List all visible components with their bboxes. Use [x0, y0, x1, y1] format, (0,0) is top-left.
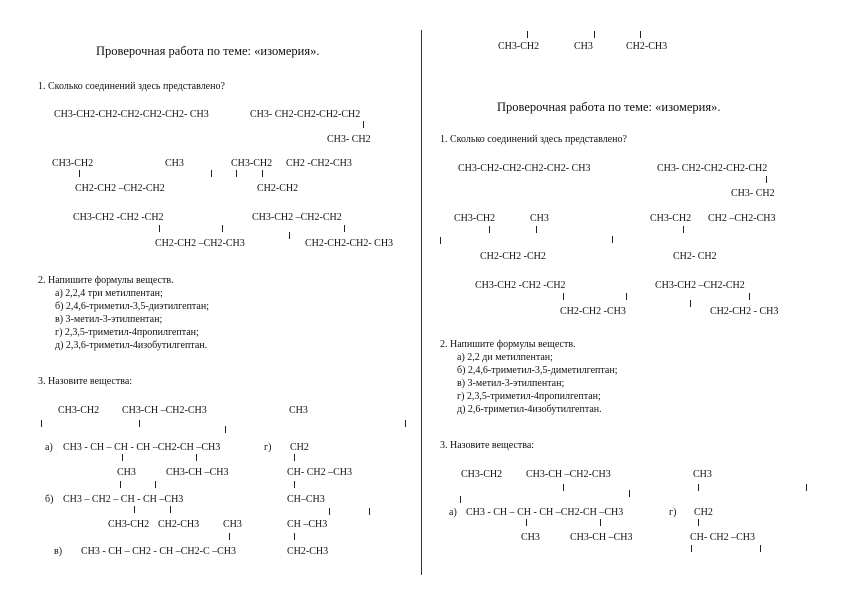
left-q3a-top-1: CH3-CH2 [58, 405, 100, 416]
left-q3b-bottom-1: CH3-CH2 [108, 519, 150, 530]
left-bond-tick [294, 533, 295, 540]
right-bond-tick [526, 519, 527, 526]
left-q3a-bottom-1: CH3 [117, 467, 136, 478]
left-q3a-bottom-2: CH3-CH –CH3 [166, 467, 229, 478]
left-q3a-label: а) [45, 442, 53, 453]
right-q3a-top-2: CH3-CH –CH2-CH3 [526, 469, 611, 480]
left-q2-item: д) 2,3,6-триметил-4изобутилгептан. [55, 340, 208, 351]
right-bond-tick [489, 226, 490, 233]
right-q3g-label: г) [669, 507, 677, 518]
left-bond-tick [139, 420, 140, 427]
right-formula-4-d: CH2-CH2 - CH3 [710, 306, 779, 317]
left-bond-tick [294, 454, 295, 461]
left-bond-tick [405, 420, 406, 427]
left-bond-tick [344, 225, 345, 232]
left-q3g-top: CH3 [289, 405, 308, 416]
left-bond-tick [229, 533, 230, 540]
left-q3g-right-1: CH–CH3 [287, 494, 325, 505]
right-q3g-top: CH3 [693, 469, 712, 480]
left-formula-3-e: CH2-CH2 –CH2-CH2 [75, 183, 165, 194]
left-q3g-right-3: CH2-CH3 [287, 546, 329, 557]
right-formula-1: CH3-CH2-CH2-CH2-CH2- CH3 [458, 163, 591, 174]
right-bond-tick [691, 545, 692, 552]
left-q1-heading: 1. Сколько соединений здесь представлено? [38, 81, 225, 92]
left-bond-tick [289, 232, 290, 239]
left-q2-item: а) 2,2,4 три метилпентан; [55, 288, 163, 299]
right-bond-tick [563, 484, 564, 491]
right-formula-2-branch: CH3- CH2 [731, 188, 775, 199]
left-q2-item: г) 2,3,5-триметил-4пропилгептан; [55, 327, 199, 338]
right-formula-3-e: CH2-CH2 -CH2 [480, 251, 546, 262]
right-bond-tick [594, 31, 595, 38]
left-q3b-bottom-3: CH3 [223, 519, 242, 530]
left-q3a-top-2: CH3-CH –CH2-CH3 [122, 405, 207, 416]
right-formula-3-d: CH2 –CH2-CH3 [708, 213, 776, 224]
right-top-fragment-3: CH2-CH3 [626, 41, 668, 52]
right-bond-tick [760, 545, 761, 552]
right-bond-tick [683, 226, 684, 233]
left-bond-tick [120, 481, 121, 488]
left-bond-tick [236, 170, 237, 177]
right-bond-tick [749, 293, 750, 300]
right-formula-3-b: CH3 [530, 213, 549, 224]
left-formula-4-c: CH2-CH2 –CH2-CH3 [155, 238, 245, 249]
right-bond-tick [440, 237, 441, 244]
right-q3a-label: а) [449, 507, 457, 518]
right-q3a-top-1: CH3-CH2 [461, 469, 503, 480]
left-q3b-label: б) [45, 494, 54, 505]
left-q3g-bottom: CH- CH2 –CH3 [287, 467, 353, 478]
left-formula-4-d: CH2-CH2-CH2- CH3 [305, 238, 394, 249]
left-q2-heading: 2. Напишите формулы веществ. [38, 275, 174, 286]
right-top-fragment-2: CH3 [574, 41, 593, 52]
left-bond-tick [122, 454, 123, 461]
right-bond-tick [690, 300, 691, 307]
right-q3g-main: CH2 [694, 507, 713, 518]
right-bond-tick [698, 519, 699, 526]
left-bond-tick [369, 508, 370, 515]
right-title: Проверочная работа по теме: «изомерия». [497, 100, 721, 114]
right-bond-tick [563, 293, 564, 300]
right-bond-tick [536, 226, 537, 233]
left-bond-tick [159, 225, 160, 232]
left-bond-tick [222, 225, 223, 232]
left-formula-2-main: CH3- CH2-CH2-CH2-CH2 [250, 109, 361, 120]
right-bond-tick [460, 496, 461, 503]
right-bond-tick [527, 31, 528, 38]
right-formula-4-b: CH3-CH2 –CH2-CH2 [655, 280, 745, 291]
right-top-fragment-1: CH3-CH2 [498, 41, 540, 52]
right-q2-item: г) 2,3,5-триметил-4пропилгептан; [457, 391, 601, 402]
right-q1-heading: 1. Сколько соединений здесь представлено? [440, 134, 627, 145]
left-formula-4-b: CH3-CH2 –CH2-CH2 [252, 212, 342, 223]
right-q2-item: д) 2,6-триметил-4изобутилгептан. [457, 404, 602, 415]
right-formula-2-main: CH3- CH2-CH2-CH2-CH2 [657, 163, 768, 174]
left-bond-tick [134, 506, 135, 513]
right-q2-heading: 2. Напишите формулы веществ. [440, 339, 576, 350]
left-formula-2-branch: CH3- CH2 [327, 134, 371, 145]
right-formula-3-f: CH2- CH2 [673, 251, 717, 262]
left-bond-tick [329, 508, 330, 515]
left-q3b-bottom-2: CH2-CH3 [158, 519, 200, 530]
right-q3a-bottom-1: CH3 [521, 532, 540, 543]
page-divider [421, 30, 422, 575]
left-bond-tick [196, 454, 197, 461]
right-bond-tick [629, 490, 630, 497]
right-bond-tick [612, 236, 613, 243]
left-bond-tick [211, 170, 212, 177]
left-formula-1: CH3-CH2-CH2-CH2-CH2-CH2- CH3 [54, 109, 209, 120]
left-bond-tick [170, 506, 171, 513]
right-q2-item: б) 2,4,6-триметил-3,5-диметилгептан; [457, 365, 618, 376]
right-bond-tick [766, 176, 767, 183]
left-formula-3-b: CH3 [165, 158, 184, 169]
right-bond-tick [806, 484, 807, 491]
right-bond-tick [698, 484, 699, 491]
left-q3v-label: в) [54, 546, 63, 557]
left-bond-tick [41, 420, 42, 427]
right-bond-tick [640, 31, 641, 38]
right-q3a-main: CH3 - CH – CH - CH –CH2-CH –CH3 [466, 507, 624, 518]
left-formula-3-a: CH3-CH2 [52, 158, 94, 169]
right-q2-item: а) 2,2 ди метилпентан; [457, 352, 553, 363]
right-formula-3-c: CH3-CH2 [650, 213, 692, 224]
right-bond-tick [626, 293, 627, 300]
left-q3g-main: CH2 [290, 442, 309, 453]
left-q3g-label: г) [264, 442, 272, 453]
left-formula-4-a: CH3-CH2 -CH2 -CH2 [73, 212, 164, 223]
left-bond-tick [294, 481, 295, 488]
right-q3-heading: 3. Назовите вещества: [440, 440, 535, 451]
right-q3a-bottom-2: CH3-CH –CH3 [570, 532, 633, 543]
right-formula-4-c: CH2-CH2 -CH3 [560, 306, 626, 317]
right-bond-tick [600, 519, 601, 526]
left-q3a-main: CH3 - CH – CH - CH –CH2-CH –CH3 [63, 442, 221, 453]
left-formula-3-c: CH3-CH2 [231, 158, 273, 169]
left-bond-tick [155, 481, 156, 488]
left-q2-item: в) 3-метил-3-этилпентан; [55, 314, 163, 325]
right-q2-item: в) 3-метил-3-этилпентан; [457, 378, 565, 389]
left-q3g-right-2: CH –CH3 [287, 519, 328, 530]
left-bond-tick [262, 170, 263, 177]
right-q3g-bottom: CH- CH2 –CH3 [690, 532, 756, 543]
left-q3b-main: CH3 – CH2 – CH - CH –CH3 [63, 494, 184, 505]
left-formula-3-f: CH2-CH2 [257, 183, 299, 194]
left-title: Проверочная работа по теме: «изомерия». [96, 44, 320, 58]
left-bond-tick [225, 426, 226, 433]
left-q3v-main: CH3 - CH – CH2 - CH –CH2-C –CH3 [81, 546, 237, 557]
left-bond-tick [79, 170, 80, 177]
right-formula-3-a: CH3-CH2 [454, 213, 496, 224]
left-q2-item: б) 2,4,6-триметил-3,5-диэтилгептан; [55, 301, 209, 312]
right-formula-4-a: CH3-CH2 -CH2 -CH2 [475, 280, 566, 291]
left-q3-heading: 3. Назовите вещества: [38, 376, 133, 387]
left-formula-3-d: CH2 -CH2-CH3 [286, 158, 352, 169]
left-bond-tick [363, 121, 364, 128]
